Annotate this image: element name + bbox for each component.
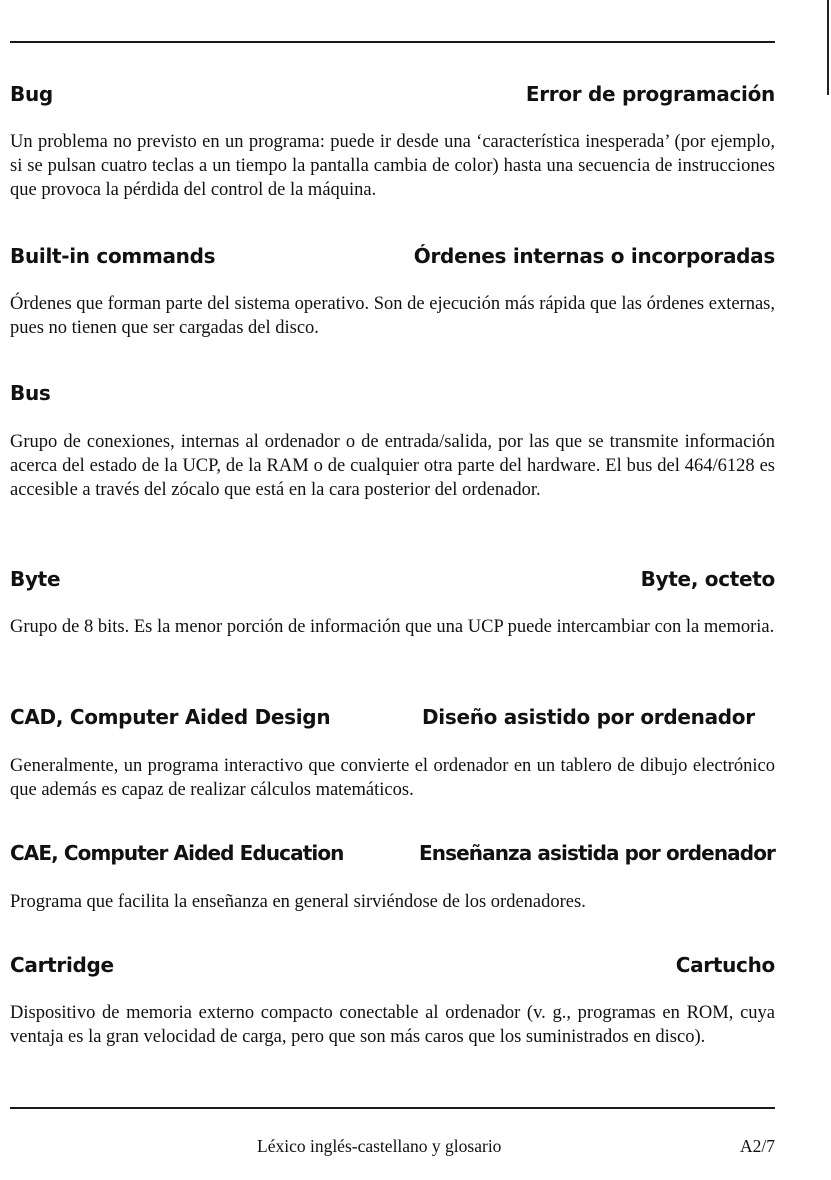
page-footer [10,1133,775,1159]
definition: Grupo de conexiones, internas al ordenador o de entrada/salida, por las que se transmite información acerca del estado de la UCP, de la RAM o de cualquier otra parte del hardware. El bus del 464/6128 es accesible a través del zócalo que está en la cara posterior del ordenador. [10,432,775,500]
page-edge-mark [827,0,829,95]
bottom-rule [10,1107,775,1109]
term-row [10,564,775,594]
term-row [10,79,775,109]
glossary-entry-bus [10,378,775,502]
term-english: CAE, Computer Aided Education [10,841,344,865]
term-english: Bug [10,82,53,106]
term-english: CAD, Computer Aided Design [10,705,331,729]
term-row [10,838,775,868]
definition: Programa que facilita la enseñanza en general sirviéndose de los ordenadores. [10,892,586,912]
term-english: Byte [10,567,61,591]
page-number: A2/7 [740,1136,775,1156]
term-spanish: Diseño asistido por ordenador [422,705,755,729]
definition: Dispositivo de memoria externo compacto conectable al ordenador (v. g., programas en ROM, cuya ventaja es la gran velocidad de carga, pero que son más caros que los suministrados en disco). [10,1003,775,1047]
term-spanish: Enseñanza asistida por ordenador [418,841,775,865]
term-row [10,702,775,732]
term-row [10,378,775,408]
term-english: Built-in commands [10,244,216,268]
term-row [10,241,775,271]
glossary-entry-byte [10,564,775,639]
top-rule [10,41,775,43]
glossary-entry-cad [10,702,775,802]
definition: Generalmente, un programa interactivo que convierte el ordenador en un tablero de dibujo electrónico que además es capaz de realizar cálculos matemáticos. [10,756,775,800]
definition: Órdenes que forman parte del sistema operativo. Son de ejecución más rápida que las órdenes externas, pues no tienen que ser cargadas del disco. [10,294,775,338]
term-spanish: Error de programación [525,82,775,106]
term-english: Bus [10,381,51,405]
glossary-entry-cartridge [10,950,775,1049]
term-spanish: Byte, octeto [640,567,775,591]
glossary-entry-bug [10,79,775,202]
definition: Un problema no previsto en un programa: puede ir desde una ‘característica inesperada’ (por ejemplo, si se pulsan cuatro teclas a un tiempo la pantalla cambia de color) hasta una secuencia de instrucciones que provoca la pérdida del control de la máquina. [10,132,775,200]
definition: Grupo de 8 bits. Es la menor porción de información que una UCP puede intercambiar con la memoria. [10,617,775,637]
glossary-entry-cae [10,838,775,914]
glossary-entry-built-in-commands [10,241,775,340]
term-spanish: Cartucho [675,953,775,977]
term-english: Cartridge [10,953,114,977]
term-row [10,950,775,980]
footer-title: Léxico inglés-castellano y glosario [257,1136,502,1156]
term-spanish: Órdenes internas o incorporadas [413,244,775,268]
